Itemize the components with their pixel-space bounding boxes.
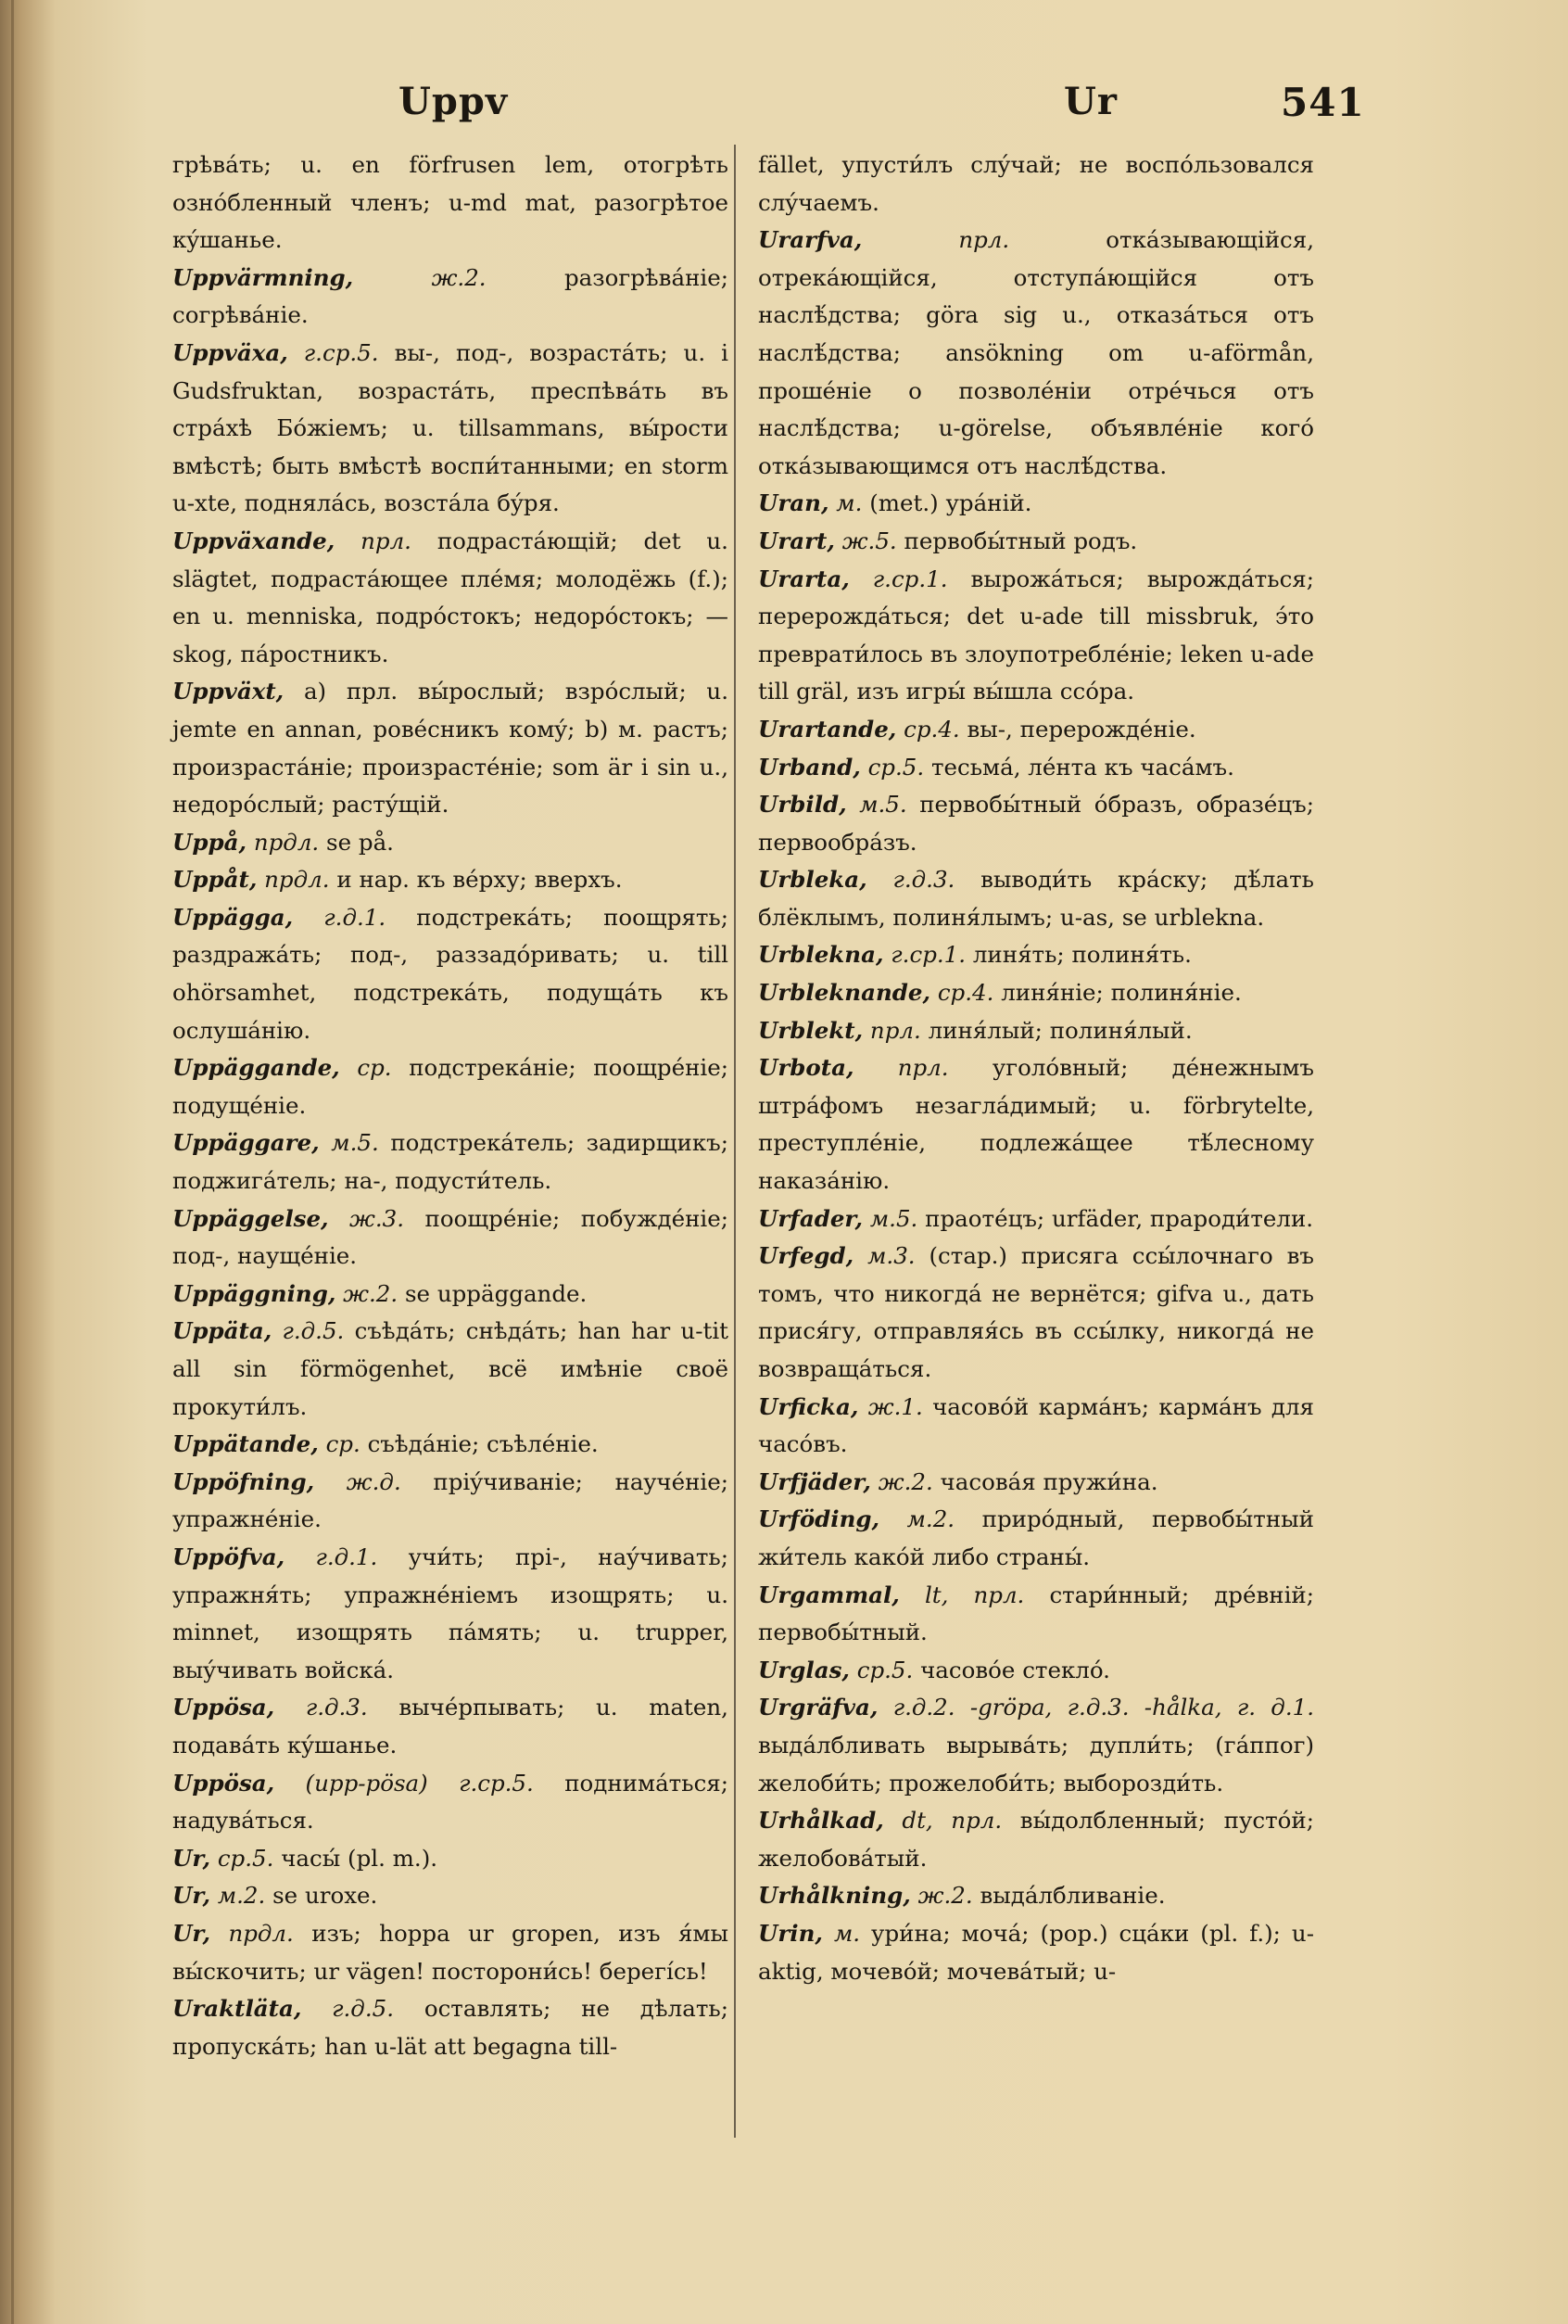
definition-text: (стар.) присяга ссы́лочнаго въ томъ, что никогдá не вернётся; gifva u., дать прися́гу, отправляя́сь въ ссы́лку, никогдá не возвращáться. bbox=[758, 1242, 1314, 1382]
definition-text: подрастáющій; det u. slägtet, подрастáющее плéмя; молодёжь (f.); en u. menniska, подрóстокъ; недорóстокъ; — skog, пáростникъ. bbox=[172, 527, 728, 667]
definition-text: подстрекáтель; задирщикъ; поджигáтель; на-, подусти́тель. bbox=[172, 1129, 729, 1195]
dictionary-entry bbox=[758, 786, 1314, 861]
headword: Uppväxa, bbox=[172, 338, 288, 366]
grammar-label: м.5. bbox=[859, 791, 907, 819]
dictionary-entry bbox=[172, 260, 728, 335]
headword: Urficka, bbox=[758, 1392, 859, 1420]
grammar-label: ж.3. bbox=[349, 1204, 405, 1232]
headword: Urfader, bbox=[758, 1204, 864, 1232]
dictionary-entry bbox=[172, 824, 728, 862]
definition-text: учи́ть; прi-, наýчивать; упражня́ть; упражнéніемъ изощрять; u. minnet, изощрять пáмять; u. trupper, выýчивать войскá. bbox=[172, 1543, 728, 1683]
dictionary-entry bbox=[758, 1012, 1314, 1050]
definition-text: вы-, перерождéніе. bbox=[967, 715, 1196, 743]
page-gutter bbox=[11, 0, 14, 2324]
grammar-label: lt, прл. bbox=[924, 1581, 1025, 1608]
dictionary-entry bbox=[172, 1877, 728, 1915]
grammar-label: ж.1. bbox=[867, 1392, 923, 1420]
headword: Uppägga, bbox=[172, 903, 294, 931]
column-divider bbox=[734, 145, 736, 2138]
dictionary-entry bbox=[758, 1877, 1314, 1915]
headword: Ur, bbox=[172, 1844, 211, 1872]
right-column bbox=[758, 146, 1314, 1990]
grammar-label: прл. bbox=[958, 226, 1010, 254]
running-head-right: Ur bbox=[1064, 80, 1118, 123]
headword: Uppäggning, bbox=[172, 1279, 336, 1307]
grammar-label: dt, прл. bbox=[902, 1807, 1003, 1835]
dictionary-entry bbox=[172, 146, 728, 260]
grammar-label: прл. bbox=[897, 1054, 949, 1082]
grammar-label: г.ср.5. bbox=[303, 338, 379, 366]
definition-text: и нар. къ вéрху; вверхъ. bbox=[336, 866, 623, 894]
headword: Uppöfning, bbox=[172, 1467, 315, 1495]
dictionary-entry bbox=[172, 1464, 728, 1539]
definition-text: se på. bbox=[326, 828, 394, 856]
dictionary-entry bbox=[172, 1990, 728, 2065]
definition-text: съѣдáть; снѣдáть; han har u-tit all sin förmögenhet, всё имѣніе своё прокути́лъ. bbox=[172, 1317, 728, 1420]
grammar-label: ср.5. bbox=[867, 753, 925, 781]
headword: Ur, bbox=[172, 1882, 211, 1910]
headword: Urartande, bbox=[758, 715, 897, 743]
definition-text: первобы́тный родъ. bbox=[904, 527, 1138, 554]
headword: Ur, bbox=[172, 1919, 211, 1947]
dictionary-entry bbox=[172, 1840, 728, 1878]
headword: Urblekt, bbox=[758, 1016, 864, 1044]
definition-text: вычéрпывать; u. maten, подавáть кýшанье. bbox=[172, 1694, 728, 1759]
grammar-label: ж.5. bbox=[841, 527, 897, 554]
dictionary-entry bbox=[758, 146, 1314, 222]
grammar-label: г.ср.1. bbox=[872, 565, 948, 592]
grammar-label: г.д.3. bbox=[892, 866, 955, 894]
headword: Urhålkning, bbox=[758, 1882, 911, 1910]
grammar-label: м.5. bbox=[331, 1129, 379, 1157]
dictionary-entry bbox=[758, 1200, 1314, 1238]
definition-text: se uroxe. bbox=[272, 1882, 378, 1910]
dictionary-entry bbox=[758, 1689, 1314, 1802]
headword: Uppå, bbox=[172, 828, 247, 856]
headword: Uran, bbox=[758, 489, 829, 517]
definition-text: грѣвáть; u. en förfrusen lem, отогрѣть ознóбленный членъ; u-md mat, разогрѣтое кýшанье. bbox=[172, 151, 728, 254]
headword: Urbild, bbox=[758, 791, 847, 819]
grammar-label: прл. bbox=[360, 527, 411, 554]
headword: Uppvärmning, bbox=[172, 263, 354, 291]
grammar-label: прдл. bbox=[253, 828, 320, 856]
definition-text: выдáлбливать вырывáть; дупли́ть; (гáппог) желоби́ть; прожелоби́ть; выборозди́ть. bbox=[758, 1731, 1314, 1797]
definition-text: откáзывающійся, отрекáющійся, отступáющійся отъ наслѣ́дства; göra sig u., отказáться отъ наслѣ́дства; ansökning om u-aförmån, прошéніе о позволéніи отрéчься отъ наслѣ́дства; u-görelse, объявлéніе когó откáзывающимся отъ наслѣ́дства. bbox=[758, 226, 1314, 479]
definition-text: ури́на; мочá; (рор.) сцáки (pl. f.); u-aktig, мочевóй; мочевáтый; u- bbox=[758, 1919, 1314, 1985]
dictionary-entry bbox=[172, 1313, 728, 1426]
headword: Urbleka, bbox=[758, 866, 867, 894]
definition-text: fället, упусти́лъ слýчай; не воспóльзовался слýчаемъ. bbox=[758, 151, 1314, 216]
headword: Uppösa, bbox=[172, 1769, 275, 1797]
grammar-label: ср.4. bbox=[937, 979, 994, 1007]
grammar-label: ж.2. bbox=[878, 1467, 933, 1495]
grammar-label: (upp-pösa) г.ср.5. bbox=[305, 1769, 534, 1797]
dictionary-entry bbox=[172, 1276, 728, 1314]
grammar-label: м.5. bbox=[869, 1204, 918, 1232]
definition-text: разогрѣвáніе; согрѣвáніе. bbox=[172, 263, 728, 329]
headword: Urgammal, bbox=[758, 1581, 900, 1608]
dictionary-entry bbox=[758, 1238, 1314, 1388]
grammar-label: ж.д. bbox=[346, 1467, 401, 1495]
headword: Urblekna, bbox=[758, 941, 884, 969]
headword: Uppäggare, bbox=[172, 1129, 320, 1157]
dictionary-entry bbox=[758, 1577, 1314, 1652]
definition-text: линя́ть; полиня́ть. bbox=[972, 941, 1192, 969]
dictionary-entry bbox=[172, 899, 728, 1049]
definition-text: часы́ (pl. m.). bbox=[281, 1844, 438, 1872]
definition-text: вы-, под-, возрастáть; u. i Gudsfruktan, возрастáть, преспѣвáть въ стрáхѣ Бóжіемъ; u. tillsammans, вы́рости вмѣстѣ; быть вмѣстѣ воспи́танными; en storm u-xte, подняла́сь, возстáла бýря. bbox=[172, 338, 728, 517]
headword: Urart, bbox=[758, 527, 835, 554]
definition-text: (met.) урáній. bbox=[869, 489, 1032, 517]
definition-text: часовáя пружи́на. bbox=[940, 1467, 1158, 1495]
headword: Uppösa, bbox=[172, 1694, 275, 1721]
dictionary-entry bbox=[172, 1049, 728, 1124]
page-number: 541 bbox=[1281, 80, 1365, 125]
headword: Uppåt, bbox=[172, 866, 258, 894]
grammar-label: г.д.5. bbox=[332, 1995, 395, 2023]
definition-text: se uppäggande. bbox=[404, 1279, 588, 1307]
definition-text: прирóдный, первобы́тный жи́тель какóй либо страны́. bbox=[758, 1505, 1314, 1570]
definition-text: линя́ніе; полиня́ніе. bbox=[1001, 979, 1242, 1007]
definition-text: подстрекáть; поощрять; раздражáть; под-, раззадóривать; u. till ohörsamhet, подстрекáть, подущáть къ ослушáнію. bbox=[172, 903, 728, 1044]
dictionary-entry bbox=[758, 222, 1314, 485]
headword: Uppväxande, bbox=[172, 527, 335, 554]
grammar-label: г.д.3. bbox=[305, 1694, 368, 1721]
definition-text: стари́нный; дрéвній; первобы́тный. bbox=[758, 1581, 1314, 1646]
headword: Urfegd, bbox=[758, 1242, 854, 1270]
headword: Uppäta, bbox=[172, 1317, 272, 1345]
dictionary-entry bbox=[758, 1802, 1314, 1877]
grammar-label: ср.5. bbox=[856, 1656, 914, 1683]
dictionary-entry bbox=[172, 1200, 728, 1276]
grammar-label: ж.2. bbox=[343, 1279, 398, 1307]
dictionary-entry bbox=[172, 673, 728, 823]
grammar-label: г.д.1. bbox=[315, 1543, 378, 1570]
dictionary-entry bbox=[758, 561, 1314, 711]
headword: Urarta, bbox=[758, 565, 850, 592]
dictionary-entry bbox=[758, 861, 1314, 936]
grammar-label: м.2. bbox=[906, 1505, 955, 1533]
dictionary-entry bbox=[758, 936, 1314, 974]
headword: Uppäggande, bbox=[172, 1054, 340, 1082]
definition-text: подстрекáніе; поощрéніе; подущéніе. bbox=[172, 1054, 728, 1119]
dictionary-entry bbox=[172, 861, 728, 899]
grammar-label: м. bbox=[833, 1919, 861, 1947]
dictionary-entry bbox=[758, 485, 1314, 523]
headword: Urbota, bbox=[758, 1054, 854, 1082]
definition-text: вырожáться; вырождáться; перерождáться; det u-ade till missbruk, э́то преврати́лось въ злоупотреблéніе; leken u-ade till gräl, изъ игры́ вы́шла ссóра. bbox=[758, 565, 1314, 705]
headword: Urföding, bbox=[758, 1505, 880, 1533]
dictionary-entry bbox=[758, 523, 1314, 561]
headword: Urhålkad, bbox=[758, 1807, 884, 1835]
definition-text: вы́долбленный; пустóй; желобовáтый. bbox=[758, 1807, 1314, 1872]
dictionary-entry bbox=[172, 1124, 728, 1200]
grammar-label: прдл. bbox=[228, 1919, 294, 1947]
headword: Uppäggelse, bbox=[172, 1204, 329, 1232]
dictionary-entry bbox=[172, 1539, 728, 1689]
dictionary-entry bbox=[758, 1389, 1314, 1464]
grammar-label: м.2. bbox=[217, 1882, 266, 1910]
dictionary-entry bbox=[172, 1426, 728, 1464]
dictionary-entry bbox=[172, 335, 728, 523]
dictionary-entry bbox=[758, 974, 1314, 1012]
definition-text: часовóй кармáнъ; кармáнъ для часóвъ. bbox=[758, 1392, 1314, 1458]
definition-text: изъ; hoppa ur gropen, изъ я́мы вы́скочить; ur vägen! посторони́сь! берегíсь! bbox=[172, 1919, 728, 1985]
definition-text: выводи́ть крáску; дѣ́лать блёклымъ, полиня́лымъ; u-as, se urblekna. bbox=[758, 866, 1314, 931]
definition-text: линя́лый; полиня́лый. bbox=[928, 1016, 1193, 1044]
dictionary-entry bbox=[758, 711, 1314, 749]
definition-text: часовóе стеклó. bbox=[920, 1656, 1110, 1683]
definition-text: уголóвный; дéнежнымъ штрáфомъ незаглáдимый; u. förbrytelte, преступлéніе, подлежáщее тѣ́лесному наказáнію. bbox=[758, 1054, 1315, 1195]
headword: Urgräfva, bbox=[758, 1694, 879, 1721]
headword: Uppväxt, bbox=[172, 678, 285, 705]
definition-text: тесьмá, лéнта къ часáмъ. bbox=[930, 753, 1234, 781]
dictionary-entry bbox=[758, 749, 1314, 787]
dictionary-entry bbox=[758, 1915, 1314, 1990]
headword: Urband, bbox=[758, 753, 861, 781]
headword: Urfjäder, bbox=[758, 1467, 871, 1495]
grammar-label: г.ср.1. bbox=[891, 941, 967, 969]
definition-text: выдáлбливаніе. bbox=[980, 1882, 1166, 1910]
grammar-label: ср. bbox=[357, 1054, 392, 1082]
definition-text: поднимáться; надувáться. bbox=[172, 1769, 728, 1835]
dictionary-entry bbox=[758, 1464, 1314, 1502]
dictionary-entry bbox=[758, 1652, 1314, 1690]
grammar-label: м. bbox=[836, 489, 863, 517]
headword: Urglas, bbox=[758, 1656, 850, 1683]
definition-text: поощрéніе; побуждéніе; под-, наущéніе. bbox=[172, 1204, 728, 1270]
dictionary-entry bbox=[758, 1049, 1314, 1200]
grammar-label: ср.4. bbox=[904, 715, 960, 743]
definition-text: первобы́тный óбразъ, образéцъ; первообрáзъ. bbox=[758, 791, 1315, 856]
grammar-label: м.3. bbox=[867, 1242, 916, 1270]
grammar-label: ж.2. bbox=[431, 263, 487, 291]
definition-text: прiýчиваніе; наyчéніе; упражнéніе. bbox=[172, 1467, 728, 1533]
grammar-label: г.д.1. bbox=[323, 903, 386, 931]
definition-text: оставлять; не дѣлать; пропускáть; han u-lät att begagna till- bbox=[172, 1995, 728, 2060]
headword: Uppätande, bbox=[172, 1430, 319, 1458]
grammar-label: ср.5. bbox=[217, 1844, 274, 1872]
definition-text: a) прл. вы́рослый; взрóслый; u. jemte en annan, ровéсникъ комý; b) м. растъ; произрастáніе; произрастéніе; som är i sin u., недорóслый; растýщій. bbox=[172, 678, 728, 819]
definition-text: праотéцъ; urfäder, прароди́тели. bbox=[925, 1204, 1314, 1232]
grammar-label: г.д.2. -gröpa, г.д.3. -hålka, г. д.1. bbox=[892, 1694, 1315, 1721]
headword: Uraktläta, bbox=[172, 1995, 302, 2023]
left-column bbox=[172, 146, 728, 2065]
definition-text: съѣдáніе; съѣлéніе. bbox=[367, 1430, 599, 1458]
dictionary-entry bbox=[172, 1689, 728, 1764]
grammar-label: прл. bbox=[869, 1016, 921, 1044]
grammar-label: г.д.5. bbox=[282, 1317, 345, 1345]
headword: Urarfva, bbox=[758, 226, 863, 254]
dictionary-entry bbox=[172, 1915, 728, 1990]
dictionary-entry bbox=[172, 523, 728, 673]
dictionary-entry bbox=[758, 1501, 1314, 1576]
headword: Urin, bbox=[758, 1919, 823, 1947]
dictionary-entry bbox=[172, 1765, 728, 1840]
grammar-label: ж.2. bbox=[917, 1882, 973, 1910]
grammar-label: ср. bbox=[325, 1430, 360, 1458]
grammar-label: прдл. bbox=[264, 866, 330, 894]
headword: Uppöfva, bbox=[172, 1543, 285, 1570]
running-head-left: Uppv bbox=[398, 80, 509, 123]
headword: Urbleknande, bbox=[758, 979, 931, 1007]
